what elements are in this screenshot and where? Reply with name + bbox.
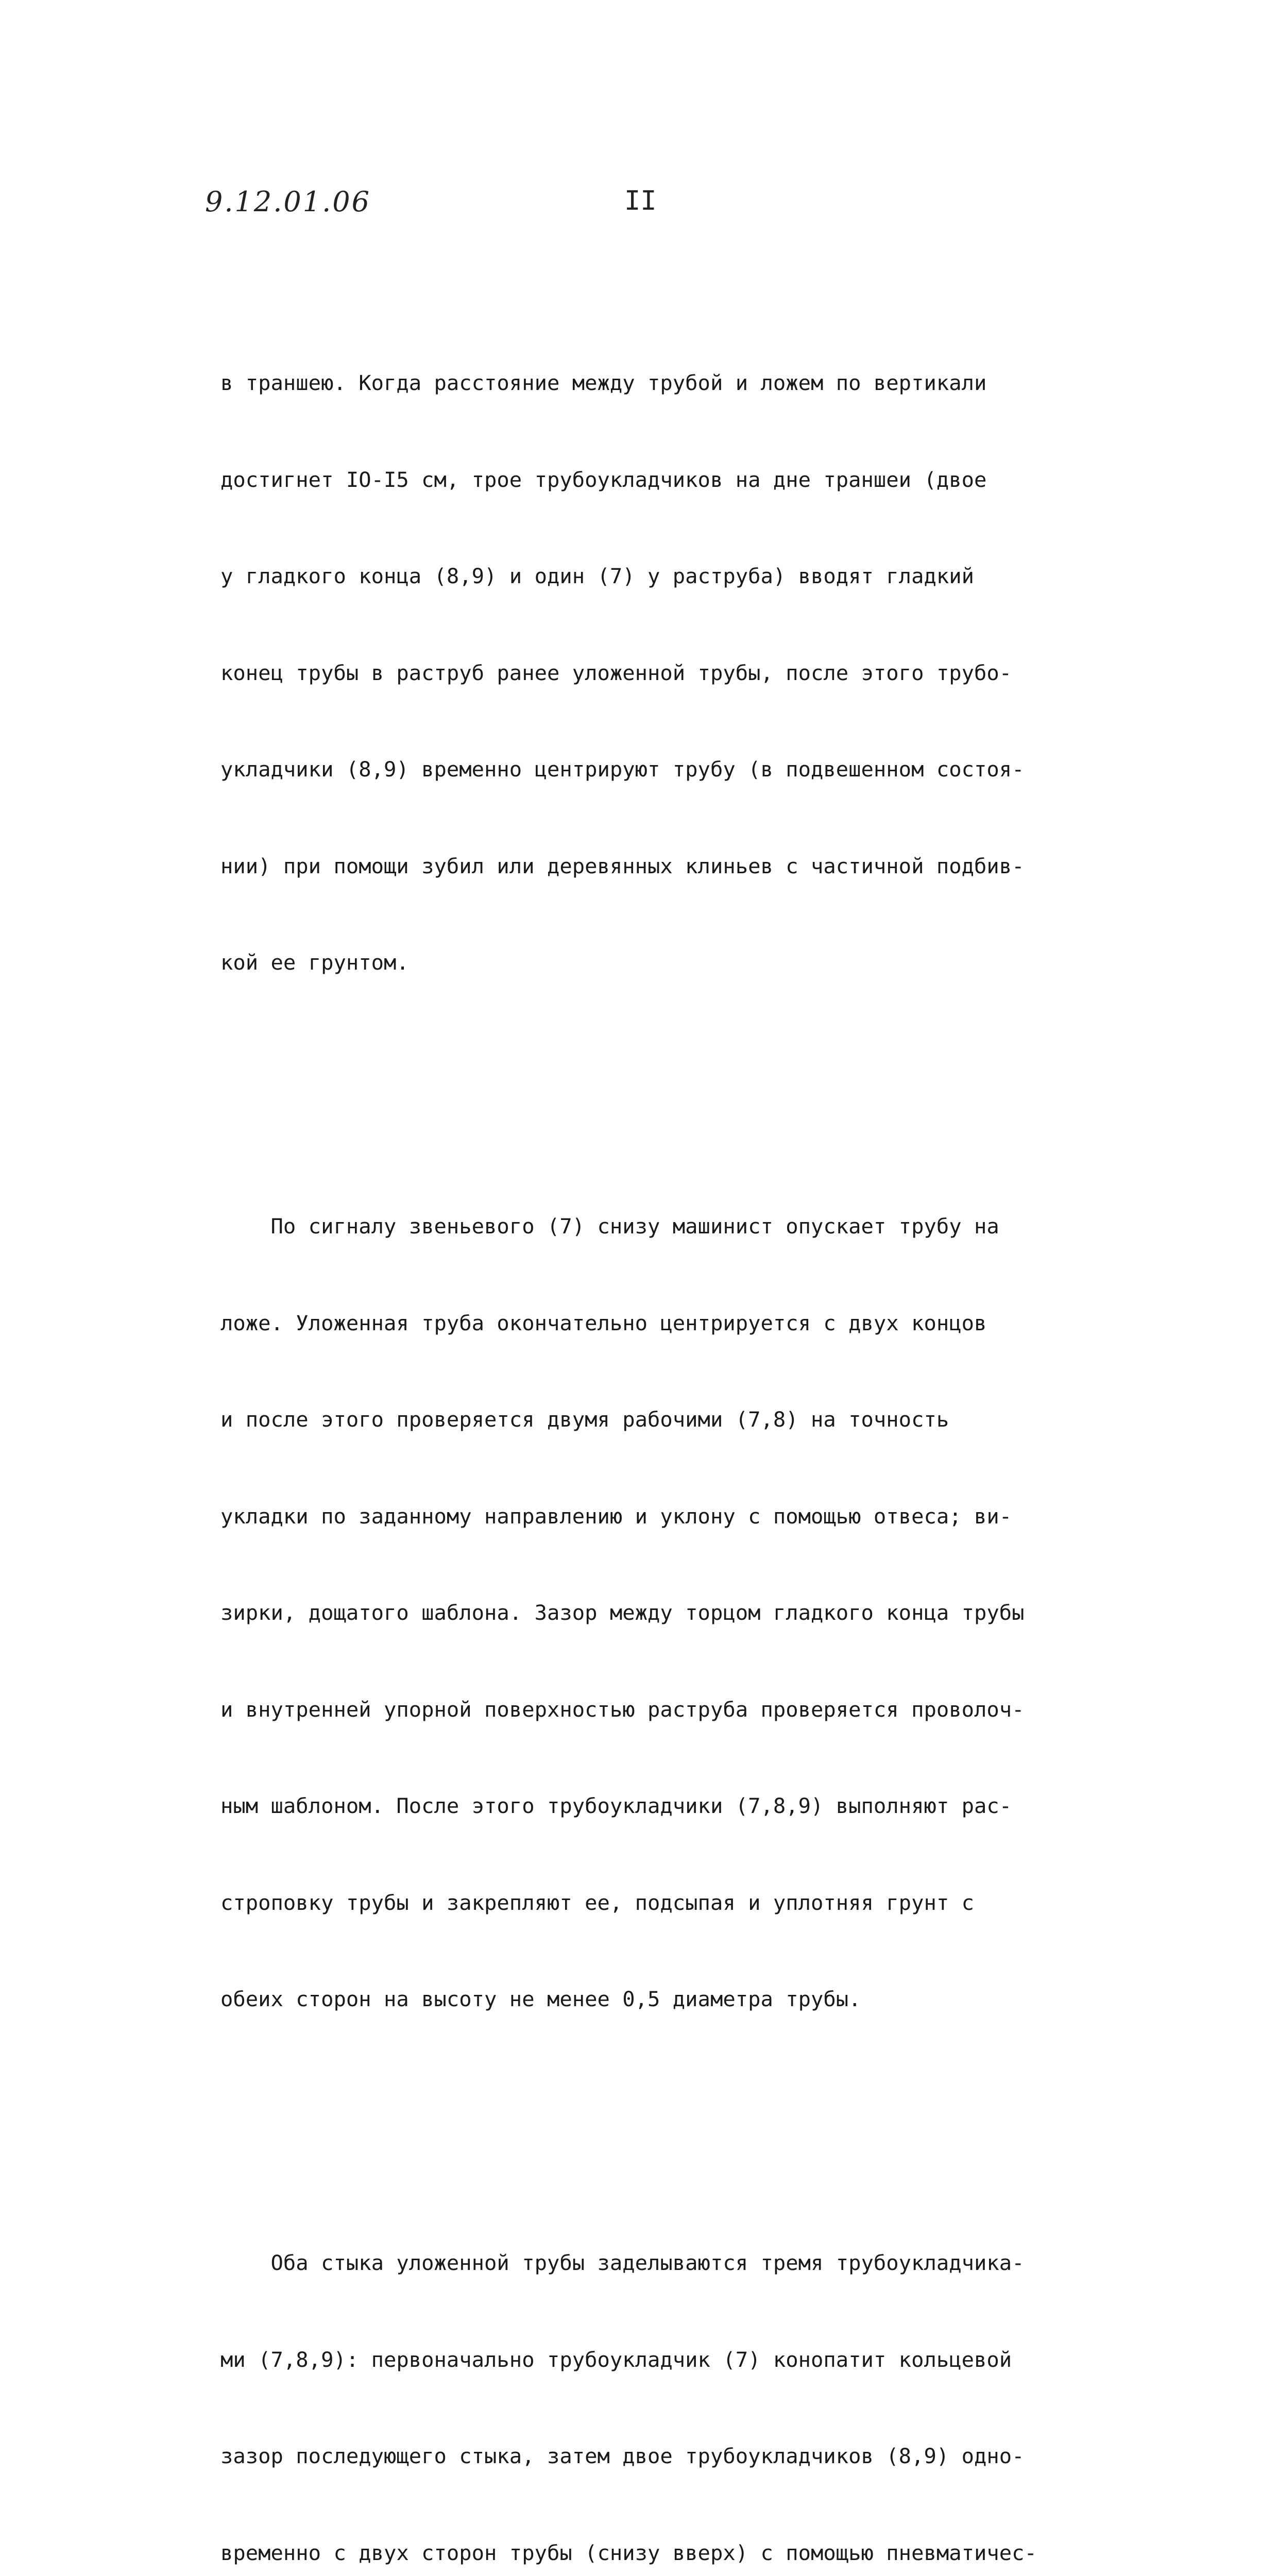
text-line: нии) при помощи зубил или деревянных клиньев с частичной подбив- <box>220 853 1025 878</box>
text-line: и после этого проверяется двумя рабочими (7,8) на точность <box>220 1407 949 1432</box>
text-line: ным шаблоном. После этого трубоукладчики (7,8,9) выполняют рас- <box>220 1793 1012 1818</box>
document-code: 9.12.01.06 <box>205 185 371 218</box>
text-line: и внутренней упорной поверхностью раструба проверяется проволоч- <box>220 1697 1025 1722</box>
text-line: в траншею. Когда расстояние между трубой и ложем по вертикали <box>220 370 987 395</box>
text-line: Оба стыка уложенной трубы заделываются тремя трубоукладчика- <box>220 2250 1025 2275</box>
text-line: строповку трубы и закрепляют ее, подсыпая и уплотняя грунт с <box>220 1890 974 1915</box>
text-line: укладки по заданному направлению и уклону с помощью отвеса; ви- <box>220 1503 1012 1529</box>
text-line: кой ее грунтом. <box>220 950 409 975</box>
paragraph-3 <box>220 2182 1081 2576</box>
text-line: зазор последующего стыка, затем двое трубоукладчиков (8,9) одно- <box>220 2444 1025 2468</box>
text-line: По сигналу звеньевого (7) снизу машинист опускает трубу на <box>220 1214 999 1239</box>
text-line: достигнет IO-I5 см, трое трубоукладчиков на дне траншеи (двое <box>220 467 987 492</box>
text-line: укладчики (8,9) временно центрируют трубу (в подвешенном состоя- <box>220 757 1025 782</box>
text-line: конец трубы в раструб ранее уложенной трубы, после этого трубо- <box>220 660 1012 685</box>
body-text <box>220 238 1081 2576</box>
text-line: ложе. Уложенная труба окончательно центрируется с двух концов <box>220 1310 987 1335</box>
page-number: II <box>624 185 657 216</box>
text-line: обеих сторон на высоту не менее 0,5 диаметра трубы. <box>220 1987 861 2011</box>
text-line: временно с двух сторон трубы (снизу вверх) с помощью пневматичес- <box>220 2540 1037 2565</box>
text-line: зирки, дощатого шаблона. Зазор между торцом гладкого конца трубы <box>220 1600 1025 1625</box>
paragraph-1 <box>220 302 1081 1043</box>
paragraph-2 <box>220 1146 1081 2080</box>
text-line: ми (7,8,9): первоначально трубоукладчик (7) конопатит кольцевой <box>220 2347 1012 2372</box>
text-line: у гладкого конца (8,9) и один (7) у раструба) вводят гладкий <box>220 564 974 588</box>
